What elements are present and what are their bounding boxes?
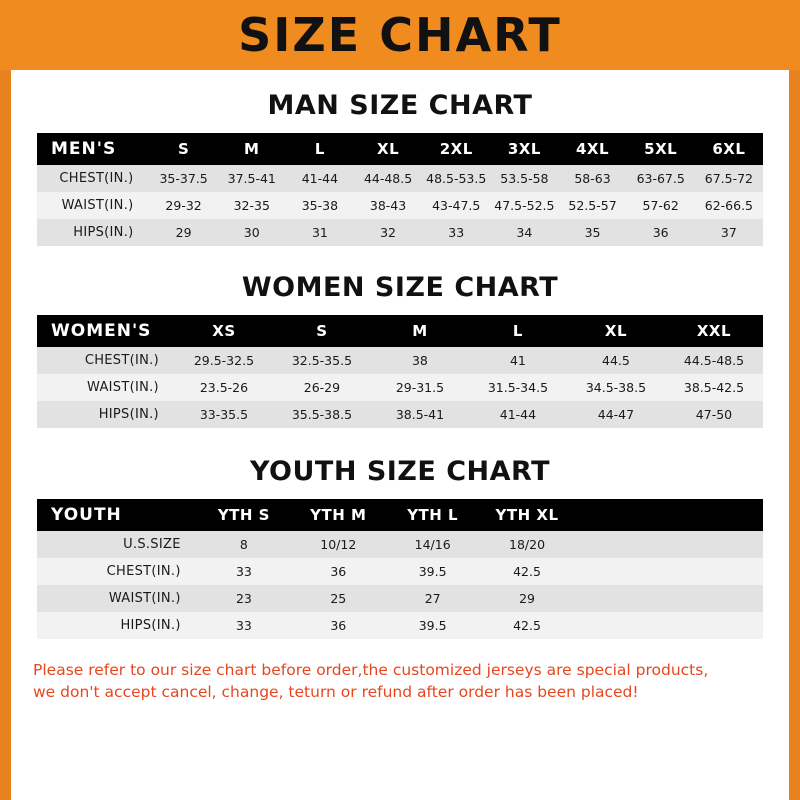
row-header: HIPS(IN.): [37, 401, 175, 428]
table-cell: [574, 585, 668, 612]
column-header: XS: [175, 315, 273, 347]
table-cell: 35.5-38.5: [273, 401, 371, 428]
table-cell: 52.5-57: [558, 192, 626, 219]
table-cell: 8: [197, 531, 291, 558]
note-line-1: Please refer to our size chart before order,the customized jerseys are special products,: [33, 661, 709, 679]
table-row: [37, 558, 763, 585]
table-cell: 41: [469, 347, 567, 374]
table-header-row: [37, 133, 763, 165]
table-cell: 26-29: [273, 374, 371, 401]
table-row: [37, 612, 763, 639]
table-cell: 18/20: [480, 531, 574, 558]
table-cell: 44-48.5: [354, 165, 422, 192]
table-cell: 27: [385, 585, 479, 612]
table-cell: 44.5-48.5: [665, 347, 763, 374]
table-cell: 29-32: [150, 192, 218, 219]
women-size-table-wrapper: [37, 315, 763, 428]
table-cell: 29.5-32.5: [175, 347, 273, 374]
table-header-row: [37, 499, 763, 531]
table-cell: 33: [197, 612, 291, 639]
women-section-title: WOMEN SIZE CHART: [241, 272, 559, 303]
column-header: YTH S: [197, 499, 291, 531]
table-cell: 32.5-35.5: [273, 347, 371, 374]
table-cell: 38: [371, 347, 469, 374]
table-cell: [574, 558, 668, 585]
column-header: XL: [567, 315, 665, 347]
table-cell: 33-35.5: [175, 401, 273, 428]
table-cell: 34.5-38.5: [567, 374, 665, 401]
table-row: [37, 374, 763, 401]
table-cell: 44.5: [567, 347, 665, 374]
table-cell: 44-47: [567, 401, 665, 428]
table-cell: 31: [286, 219, 354, 246]
column-header: L: [469, 315, 567, 347]
table-header-row: [37, 315, 763, 347]
table-cell: 58-63: [558, 165, 626, 192]
table-cell: 38.5-41: [371, 401, 469, 428]
column-header: YTH M: [291, 499, 385, 531]
column-header: XL: [354, 133, 422, 165]
table-cell: 23.5-26: [175, 374, 273, 401]
row-header: WAIST(IN.): [37, 192, 150, 219]
row-header: CHEST(IN.): [37, 558, 197, 585]
table-cell: 29-31.5: [371, 374, 469, 401]
row-header: HIPS(IN.): [37, 612, 197, 639]
table-cell: 41-44: [469, 401, 567, 428]
table-cell: [574, 531, 668, 558]
table-cell: 39.5: [385, 612, 479, 639]
table-cell: 25: [291, 585, 385, 612]
table-row: [37, 219, 763, 246]
table-cell: 62-66.5: [695, 192, 763, 219]
column-header-corner: WOMEN'S: [37, 315, 175, 347]
row-header: U.S.SIZE: [37, 531, 197, 558]
header-banner: [0, 0, 800, 70]
column-header: [669, 499, 763, 531]
column-header: M: [371, 315, 469, 347]
women-size-table: [37, 315, 763, 428]
table-cell: 57-62: [627, 192, 695, 219]
row-header: WAIST(IN.): [37, 585, 197, 612]
column-header: 4XL: [558, 133, 626, 165]
row-header: CHEST(IN.): [37, 347, 175, 374]
man-size-table: [37, 133, 763, 246]
column-header: [574, 499, 668, 531]
man-section-title: MAN SIZE CHART: [267, 90, 533, 121]
order-policy-note: [33, 659, 767, 704]
column-header: YTH L: [385, 499, 479, 531]
table-cell: 63-67.5: [627, 165, 695, 192]
table-cell: 38-43: [354, 192, 422, 219]
row-header: HIPS(IN.): [37, 219, 150, 246]
table-cell: 33: [422, 219, 490, 246]
table-cell: 35-38: [286, 192, 354, 219]
youth-size-table-wrapper: [37, 499, 763, 639]
table-cell: [574, 612, 668, 639]
row-header: CHEST(IN.): [37, 165, 150, 192]
table-row: [37, 165, 763, 192]
table-cell: 37: [695, 219, 763, 246]
youth-section-title: YOUTH SIZE CHART: [249, 456, 551, 487]
table-cell: 47.5-52.5: [490, 192, 558, 219]
table-cell: 30: [218, 219, 286, 246]
column-header: 6XL: [695, 133, 763, 165]
table-cell: 39.5: [385, 558, 479, 585]
table-cell: 47-50: [665, 401, 763, 428]
youth-size-table: [37, 499, 763, 639]
table-cell: [669, 558, 763, 585]
table-cell: 14/16: [385, 531, 479, 558]
column-header: 3XL: [490, 133, 558, 165]
column-header: S: [273, 315, 371, 347]
table-cell: 29: [480, 585, 574, 612]
table-row: [37, 347, 763, 374]
table-cell: 42.5: [480, 558, 574, 585]
man-size-table-wrapper: [37, 133, 763, 246]
table-cell: 53.5-58: [490, 165, 558, 192]
table-cell: [669, 585, 763, 612]
table-cell: 48.5-53.5: [422, 165, 490, 192]
column-header: L: [286, 133, 354, 165]
table-cell: 38.5-42.5: [665, 374, 763, 401]
table-cell: 33: [197, 558, 291, 585]
table-cell: 37.5-41: [218, 165, 286, 192]
table-cell: 32: [354, 219, 422, 246]
table-cell: [669, 531, 763, 558]
table-cell: 32-35: [218, 192, 286, 219]
table-cell: 67.5-72: [695, 165, 763, 192]
table-cell: 23: [197, 585, 291, 612]
column-header: M: [218, 133, 286, 165]
table-row: [37, 192, 763, 219]
table-cell: 10/12: [291, 531, 385, 558]
table-cell: 34: [490, 219, 558, 246]
table-cell: 35: [558, 219, 626, 246]
column-header: 5XL: [627, 133, 695, 165]
page-title: SIZE CHART: [238, 8, 562, 62]
table-cell: 29: [150, 219, 218, 246]
note-line-2: we don't accept cancel, change, teturn or refund after order has been placed!: [33, 683, 639, 702]
table-cell: 41-44: [286, 165, 354, 192]
column-header-corner: MEN'S: [37, 133, 150, 165]
table-cell: 36: [291, 558, 385, 585]
column-header: 2XL: [422, 133, 490, 165]
column-header: XXL: [665, 315, 763, 347]
column-header: YTH XL: [480, 499, 574, 531]
table-row: [37, 585, 763, 612]
table-row: [37, 401, 763, 428]
row-header: WAIST(IN.): [37, 374, 175, 401]
table-cell: 36: [627, 219, 695, 246]
table-cell: 42.5: [480, 612, 574, 639]
table-cell: [669, 612, 763, 639]
table-row: [37, 531, 763, 558]
table-cell: 43-47.5: [422, 192, 490, 219]
table-cell: 35-37.5: [150, 165, 218, 192]
table-cell: 36: [291, 612, 385, 639]
column-header-corner: YOUTH: [37, 499, 197, 531]
column-header: S: [150, 133, 218, 165]
table-cell: 31.5-34.5: [469, 374, 567, 401]
